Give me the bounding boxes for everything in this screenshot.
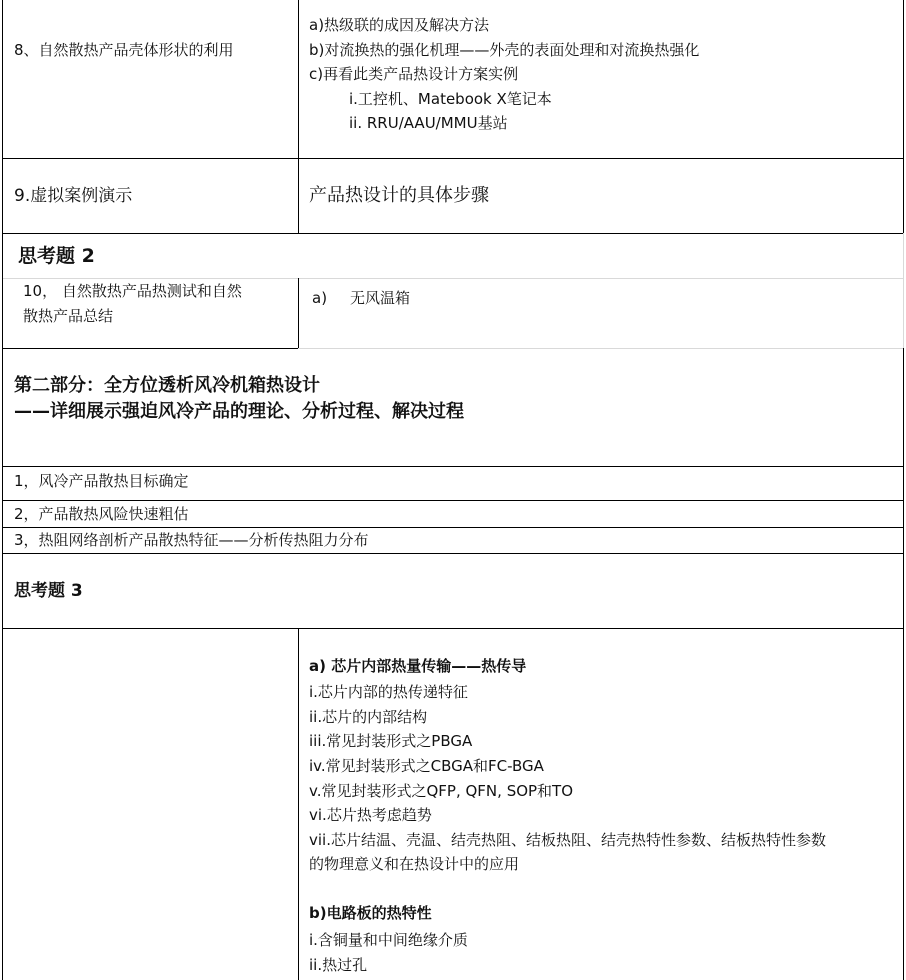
row-9-left-cell	[2, 158, 299, 234]
part-2-title-row	[2, 348, 904, 467]
question-2-row	[2, 233, 904, 279]
part-2-item-2-row	[2, 500, 904, 528]
row-8-right-cell	[298, 0, 904, 159]
section-b-heading: b)电路板的热特性	[309, 904, 432, 922]
row-10-item-label: a)	[312, 289, 328, 307]
section-a-item-5: v.常见封装形式之QFP, QFN, SOP和TO	[309, 782, 574, 800]
row-8-topic: 8、自然散热产品壳体形状的利用	[14, 41, 234, 59]
row-9-topic: 9.虚拟案例演示	[14, 186, 133, 206]
section-a-heading: a) 芯片内部热量传输——热传导	[309, 657, 527, 675]
part-2-item-3-row	[2, 527, 904, 554]
question-3-row	[2, 553, 904, 629]
section-b-item-1: i.含铜量和中间绝缘介质	[309, 931, 468, 949]
part-2-item-1: 1，风冷产品散热目标确定	[14, 472, 189, 490]
row-9-content: 产品热设计的具体步骤	[309, 185, 489, 206]
row-10-topic-line2: 散热产品总结	[23, 307, 114, 325]
part-2-item-3: 3，热阻网络剖析产品散热特征——分析传热阻力分布	[14, 531, 369, 549]
row-8-item-b: b)对流换热的强化机理——外壳的表面处理和对流换热强化	[309, 41, 700, 59]
section-a-item-1: i.芯片内部的热传递特征	[309, 683, 468, 701]
part-2-item-1-row	[2, 466, 904, 501]
row-10-topic-line1: 10， 自然散热产品热测试和自然	[23, 282, 242, 300]
part-2-item-2: 2，产品散热风险快速粗估	[14, 505, 189, 523]
part-2-title-line2: ——详细展示强迫风冷产品的理论、分析过程、解决过程	[14, 401, 464, 422]
section-a-item-7-cont: 的物理意义和在热设计中的应用	[309, 855, 520, 873]
section-a-item-3: iii.常见封装形式之PBGA	[309, 732, 473, 750]
row-10-right-cell	[298, 278, 904, 349]
section-a-item-6: vi.芯片热考虑趋势	[309, 806, 432, 824]
row-8-item-a: a)热级联的成因及解决方法	[309, 16, 490, 34]
section-b-item-2: ii.热过孔	[309, 956, 368, 974]
row-8-item-c: c)再看此类产品热设计方案实例	[309, 65, 519, 83]
row-10-left-cell	[2, 278, 299, 349]
row-8-item-c-i: i.工控机、Matebook X笔记本	[349, 90, 552, 108]
row-8-item-c-ii: ii. RRU/AAU/MMU基站	[349, 114, 508, 132]
section-a-item-4: iv.常见封装形式之CBGA和FC-BGA	[309, 757, 544, 775]
part-2-title-line1: 第二部分：全方位透析风冷机箱热设计	[14, 375, 320, 396]
row-9-right-cell	[298, 158, 904, 234]
section-a-item-2: ii.芯片的内部结构	[309, 708, 428, 726]
row-10-item-text: 无风温箱	[350, 289, 411, 307]
question-3-title: 思考题 3	[14, 581, 83, 601]
section-a-item-7: vii.芯片结温、壳温、结壳热阻、结板热阻、结壳热特性参数、结板热特性参数	[309, 831, 826, 849]
chip-row-right-cell	[298, 628, 904, 980]
chip-row-left-cell	[2, 628, 299, 980]
row-8-left-cell	[2, 0, 299, 159]
question-2-title: 思考题 2	[18, 245, 95, 267]
